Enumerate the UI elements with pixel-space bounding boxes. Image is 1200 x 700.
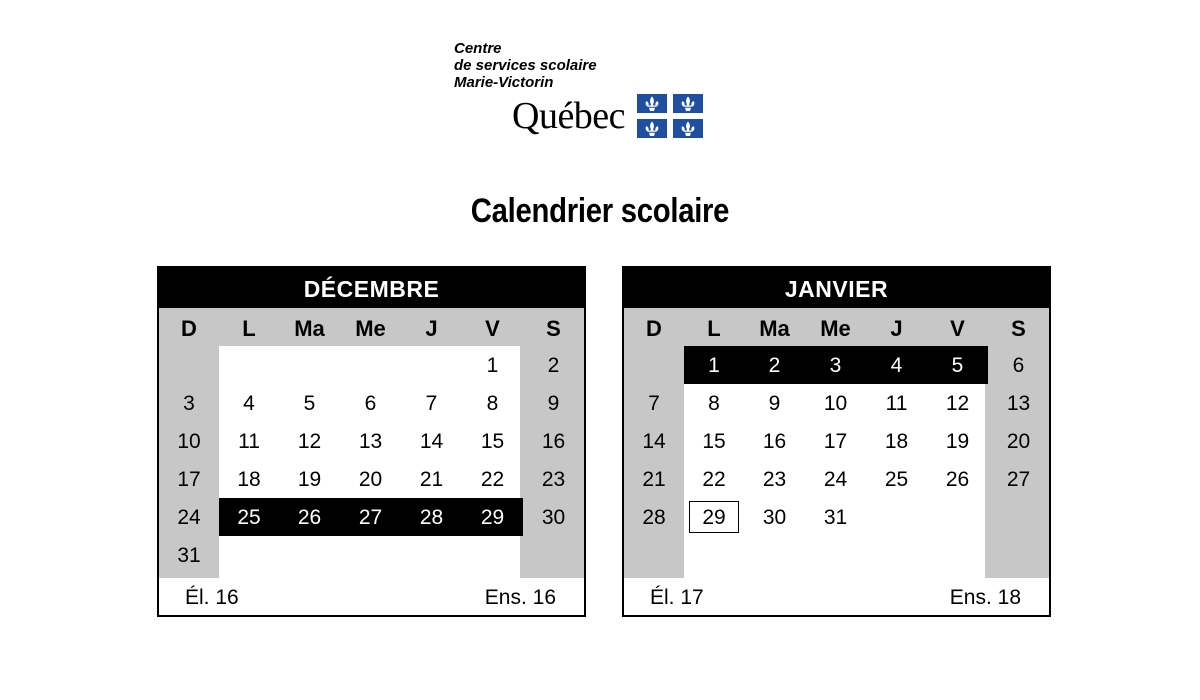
teachers-days-count: Ens. 18 xyxy=(949,586,1021,609)
day-cell: 27 xyxy=(1006,468,1031,491)
day-cell: 23 xyxy=(762,468,787,491)
day-cell: 22 xyxy=(702,468,726,491)
day-cell: 29 xyxy=(480,506,505,529)
day-cell: 24 xyxy=(823,468,848,491)
day-cell: 25 xyxy=(884,468,909,491)
day-cell: 23 xyxy=(541,468,566,491)
day-of-week-label: Me xyxy=(820,316,851,341)
day-cell: 11 xyxy=(885,392,908,415)
day-cell: 5 xyxy=(951,354,964,377)
days-of-week-row xyxy=(624,308,1049,346)
day-cell: 4 xyxy=(890,354,903,377)
day-cell: 7 xyxy=(648,392,660,415)
day-cell: 20 xyxy=(358,468,383,491)
day-cell: 9 xyxy=(768,392,781,415)
calendar-grid xyxy=(624,308,1049,578)
day-cell: 4 xyxy=(243,392,255,415)
day-of-week-label: V xyxy=(950,316,965,341)
calendar-january xyxy=(622,266,1051,617)
day-cell: 17 xyxy=(177,468,201,491)
organization-line-3: Marie-Victorin xyxy=(454,74,554,91)
day-cell: 15 xyxy=(480,430,505,453)
teachers-days-count: Ens. 16 xyxy=(484,586,556,609)
organization-logo xyxy=(454,40,754,150)
day-cell: 9 xyxy=(547,392,560,415)
day-cell: 5 xyxy=(303,392,316,415)
day-cell: 30 xyxy=(541,506,566,529)
quebec-flag-icon xyxy=(637,94,703,138)
day-of-week-label: Ma xyxy=(759,316,790,341)
day-of-week-label: V xyxy=(485,316,500,341)
day-cell: 18 xyxy=(237,468,261,491)
day-cell: 8 xyxy=(486,392,499,415)
day-cell: 7 xyxy=(425,392,438,415)
month-header: JANVIER xyxy=(624,268,1049,308)
day-cell: 11 xyxy=(238,430,260,453)
day-cell: 8 xyxy=(708,392,720,415)
day-cell: 14 xyxy=(419,430,444,453)
day-cell: 14 xyxy=(642,430,666,453)
day-cell: 13 xyxy=(1006,392,1031,415)
day-of-week-label: S xyxy=(546,316,561,341)
organization-line-1: Centre xyxy=(454,40,502,57)
day-cell: 12 xyxy=(945,392,970,415)
calendar-grid xyxy=(159,308,584,578)
day-cell: 6 xyxy=(364,392,377,415)
day-cell: 13 xyxy=(358,430,383,453)
calendar-december xyxy=(157,266,586,617)
day-cell: 31 xyxy=(177,544,201,567)
day-cell: 24 xyxy=(177,506,201,529)
day-cell: 15 xyxy=(702,430,726,453)
quebec-signature xyxy=(512,94,703,138)
day-of-week-label: J xyxy=(425,316,438,341)
day-cell: 19 xyxy=(297,468,322,491)
day-cell: 1 xyxy=(486,354,499,377)
day-cell-marked: 29 xyxy=(684,498,744,536)
day-cell: 16 xyxy=(762,430,787,453)
day-cell: 19 xyxy=(945,430,970,453)
day-cell: 3 xyxy=(829,354,842,377)
day-of-week-label: Ma xyxy=(294,316,325,341)
month-header: DÉCEMBRE xyxy=(159,268,584,308)
calendar-footer xyxy=(624,578,1049,617)
day-cell: 3 xyxy=(183,392,195,415)
calendar-footer xyxy=(159,578,584,617)
day-cell: 12 xyxy=(297,430,322,453)
day-cell: 21 xyxy=(642,468,666,491)
days-of-week-row xyxy=(159,308,584,346)
day-cell: 22 xyxy=(480,468,505,491)
page-title: Calendrier scolaire xyxy=(470,192,730,230)
organization-line-2: de services scolaire xyxy=(454,57,597,74)
quebec-wordmark: Québec xyxy=(512,95,626,137)
day-of-week-label: Me xyxy=(355,316,386,341)
day-cell: 17 xyxy=(823,430,848,453)
day-cell: 27 xyxy=(358,506,383,529)
day-cell: 10 xyxy=(823,392,848,415)
day-of-week-label: D xyxy=(181,316,197,341)
students-days-count: Él. 17 xyxy=(650,586,704,609)
day-cell: 2 xyxy=(547,354,560,377)
day-of-week-label: D xyxy=(646,316,662,341)
day-of-week-label: J xyxy=(890,316,903,341)
day-cell: 21 xyxy=(419,468,444,491)
day-cell: 25 xyxy=(237,506,261,529)
day-cell: 6 xyxy=(1012,354,1025,377)
day-of-week-label: L xyxy=(242,316,256,341)
organization-name xyxy=(454,40,754,91)
students-days-count: Él. 16 xyxy=(185,586,239,609)
day-cell: 28 xyxy=(642,506,666,529)
day-cell: 16 xyxy=(541,430,566,453)
day-cell: 26 xyxy=(945,468,970,491)
day-cell: 1 xyxy=(708,354,720,377)
day-cell: 28 xyxy=(419,506,444,529)
day-of-week-label: L xyxy=(707,316,721,341)
day-cell: 31 xyxy=(823,506,848,529)
day-cell: 26 xyxy=(297,506,322,529)
day-of-week-label: S xyxy=(1011,316,1026,341)
day-cell: 20 xyxy=(1006,430,1031,453)
day-cell: 2 xyxy=(768,354,781,377)
day-cell: 10 xyxy=(177,430,201,453)
day-cell: 30 xyxy=(762,506,787,529)
day-cell: 18 xyxy=(884,430,909,453)
